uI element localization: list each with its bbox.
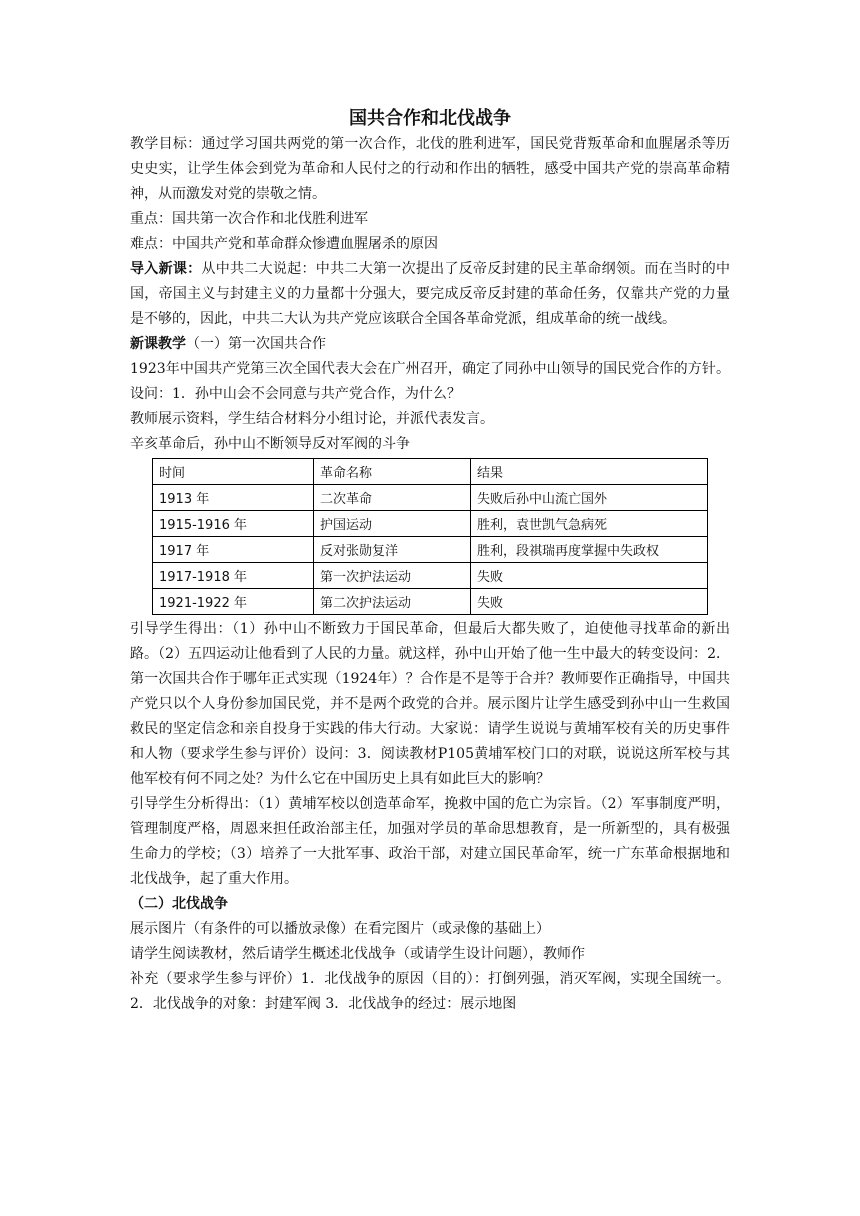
- document-page: [130, 100, 730, 1017]
- new-lesson-label: 新课教学: [130, 336, 186, 352]
- table-row: [153, 537, 708, 563]
- table-cell: 失败后孙中山流亡国外: [471, 485, 708, 511]
- difficulty: 难点：中国共产党和革命群众惨遭血腥屠杀的原因: [130, 236, 438, 252]
- paragraph-1: 1923年中国共产党第三次全国代表大会在广州召开，确定了同孙中山领导的国民党合作的方针。设问：1．孙中山会不会同意与共产党合作，为什么？: [130, 361, 730, 402]
- table-header-cell: 结果: [471, 459, 708, 485]
- table-cell: 1913 年: [153, 485, 314, 511]
- table-header-cell: 革命名称: [314, 459, 471, 485]
- table-cell: 1921-1922 年: [153, 589, 314, 615]
- section-2-heading: （二）北伐战争: [130, 896, 228, 912]
- table-cell: 胜利，段祺瑞再度掌握中失政权: [471, 537, 708, 563]
- paragraph-7: 补充（要求学生参与评价）1．北伐战争的原因（目的）：打倒列强，消灭军阀，实现全国统一。2．北伐战争的对象：封建军阀 3．北伐战争的经过：展示地图: [130, 971, 730, 1012]
- struggle-table: [152, 458, 708, 615]
- intro-text: 从中共二大说起：中共二大第一次提出了反帝反封建的民主革命纲领。而在当时的中国，帝国主义与封建主义的力量都十分强大，要完成反帝反封建的革命任务，仅靠共产党的力量是不够的，因此，中共二大认为共产党应该联合全国各革命党派，组成革命的统一战线。: [130, 261, 731, 327]
- table-row: [153, 563, 708, 589]
- paragraph-4: 引导学生分析得出：（1）黄埔军校以创造革命军，挽救中国的危亡为宗旨。（2）军事制度严明，管理制度严格，周恩来担任政治部主任，加强对学员的革命思想教育，是一所新型的，具有极强生命力的学校；（3）培养了一大批军事、政治干部，对建立国民革命军，统一广东革命根据地和北伐战争，起了重大作用。: [130, 796, 730, 887]
- table-row: [153, 589, 708, 615]
- table-cell: 1917 年: [153, 537, 314, 563]
- table-header-row: [153, 459, 708, 485]
- table-cell: 护国运动: [314, 511, 471, 537]
- table-header-cell: 时间: [153, 459, 314, 485]
- section-1-title: （一）第一次国共合作: [186, 336, 326, 352]
- intro-paragraph: [130, 257, 730, 332]
- table-row: [153, 485, 708, 511]
- table-cell: 二次革命: [314, 485, 471, 511]
- table-cell: 第一次护法运动: [314, 563, 471, 589]
- paragraph-5: 展示图片（有条件的可以播放录像）在看完图片（或录像的基础上）: [130, 921, 550, 937]
- table-caption: 辛亥革命后，孙中山不断领导反对军阀的斗争: [130, 436, 410, 452]
- paragraph-6: 请学生阅读教材，然后请学生概述北伐战争（或请学生设计问题），教师作: [130, 946, 585, 962]
- intro-label: 导入新课：: [130, 261, 202, 277]
- table-cell: 胜利，袁世凯气急病死: [471, 511, 708, 537]
- table-cell: 失败: [471, 563, 708, 589]
- page-title: 国共合作和北伐战争: [349, 108, 511, 129]
- key-point: 重点：国共第一次合作和北伐胜利进军: [130, 211, 368, 227]
- table-cell: 1917-1918 年: [153, 563, 314, 589]
- table-cell: 第二次护法运动: [314, 589, 471, 615]
- paragraph-2: 教师展示资料，学生结合材料分小组讨论，并派代表发言。: [130, 411, 494, 427]
- table-cell: 失败: [471, 589, 708, 615]
- table-row: [153, 511, 708, 537]
- table-cell: 1915-1916 年: [153, 511, 314, 537]
- paragraph-3: 引导学生得出：（1）孙中山不断致力于国民革命，但最后大都失败了，迫使他寻找革命的新出路。（2）五四运动让他看到了人民的力量。就这样，孙中山开始了他一生中最大的转变设问：2．第一次国共合作于哪年正式实现（1924年）？合作是不是等于合并？教师要作正确指导，中国共产党只以个人身份参加国民党，并不是两个政党的合并。展示图片让学生感受到孙中山一生救国救民的坚定信念和亲自投身于实践的伟大行动。大家说：请学生说说与黄埔军校有关的历史事件和人物（要求学生参与评价）设问：3．阅读教材P105黄埔军校门口的对联，说说这所军校与其他军校有何不同之处？为什么它在中国历史上具有如此巨大的影响？: [130, 621, 730, 787]
- teaching-goal: 教学目标：通过学习国共两党的第一次合作，北伐的胜利进军，国民党背叛革命和血腥屠杀等历史史实，让学生体会到党为革命和人民付之的行动和作出的牺牲，感受中国共产党的崇高革命精神，从而激发对党的崇敬之情。: [130, 136, 730, 202]
- table-cell: 反对张勋复洋: [314, 537, 471, 563]
- section-1-heading: [130, 332, 730, 357]
